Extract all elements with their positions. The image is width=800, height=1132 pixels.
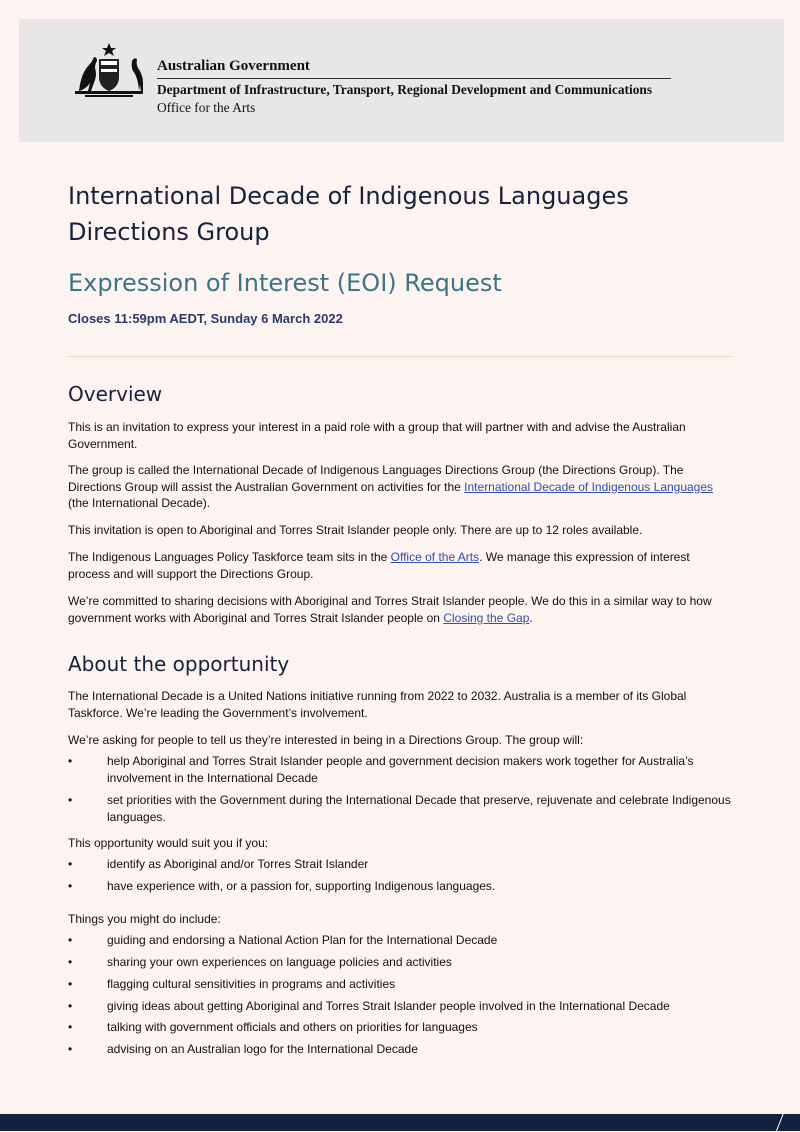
bullet: •: [68, 977, 73, 991]
list-item: [68, 856, 733, 873]
department-name: Department of Infrastructure, Transport, Regional Development and Communications: [157, 82, 653, 97]
overview-p5-tail: .: [529, 610, 533, 625]
closing-the-gap-link[interactable]: Closing the Gap: [443, 610, 530, 625]
bullet: •: [68, 857, 73, 871]
list-item: [68, 1019, 733, 1036]
closing-date: Closes 11:59pm AEDT, Sunday 6 March 2022: [68, 311, 343, 326]
decade-link[interactable]: International Decade of Indigenous Languages: [464, 479, 714, 494]
list-item-text: help Aboriginal and Torres Strait Islander people and government decision makers work together for Australia’s involvement in the International Decade: [107, 754, 694, 785]
bullet: •: [68, 933, 73, 947]
title-line-1: International Decade of Indigenous Languages: [68, 182, 629, 210]
list-item-text: guiding and endorsing a National Action Plan for the International Decade: [107, 933, 498, 947]
suit-intro: This opportunity would suit you if you:: [68, 836, 269, 850]
title-line-2: Directions Group: [68, 218, 270, 246]
list-item-text: set priorities with the Government during the International Decade that preserve, rejuvenate and celebrate Indigenous languages.: [107, 793, 731, 824]
overview-paragraph-1: This is an invitation to express your interest in a paid role with a group that will partner with and advise the Australian Government.: [68, 420, 686, 451]
list-item: [68, 976, 733, 993]
footer-band: [0, 1114, 800, 1131]
bullet: •: [68, 955, 73, 969]
header-banner: [19, 19, 784, 142]
list-item-text: identify as Aboriginal and/or Torres Strait Islander: [107, 857, 369, 871]
opportunity-paragraph-2: We’re asking for people to tell us they’re interested in being in a Directions Group. The group will:: [68, 733, 584, 747]
overview-paragraph-2: [68, 462, 733, 512]
bullet: •: [68, 793, 73, 807]
list-item-text: talking with government officials and others on priorities for languages: [107, 1020, 478, 1034]
overview-heading: Overview: [68, 382, 163, 406]
overview-p2-text: The group is called the International Decade of Indigenous Languages Directions Group (the Directions Group). The Directions Group will assist the Australian Government on activities for the: [68, 463, 684, 494]
list-item: [68, 954, 733, 971]
list-item: [68, 753, 733, 786]
office-of-arts-link[interactable]: Office of the Arts: [390, 550, 480, 564]
office-name: Office for the Arts: [157, 100, 256, 115]
overview-paragraph-5: [68, 593, 733, 626]
footer-slash-decoration: [772, 1112, 786, 1132]
coat-of-arms-icon: [71, 43, 147, 99]
things-intro: Things you might do include:: [68, 912, 221, 926]
list-item-text: advising on an Australian logo for the International Decade: [107, 1042, 418, 1056]
overview-p2-tail: (the International Decade).: [68, 496, 211, 510]
list-item: [68, 878, 733, 895]
header-rule: [157, 78, 671, 79]
opportunity-heading: About the opportunity: [68, 652, 290, 676]
opportunity-paragraph-1: The International Decade is a United Nations initiative running from 2022 to 2032. Australia is a member of its Global Taskforce. We’re leading the Government’s involvement.: [68, 689, 687, 720]
list-item-text: have experience with, or a passion for, supporting Indigenous languages.: [107, 879, 496, 893]
government-name: Australian Government: [157, 58, 310, 74]
bullet: •: [68, 999, 73, 1013]
list-item: [68, 998, 733, 1015]
list-item-text: sharing your own experiences on language policies and activities: [107, 955, 452, 969]
list-item: [68, 792, 733, 825]
bullet: •: [68, 879, 73, 893]
overview-p5-text: We’re committed to sharing decisions with Aboriginal and Torres Strait Islander people. We do this in a similar way to how government works with Aboriginal and Torres Strait Islander people on: [68, 594, 712, 625]
overview-paragraph-3: This invitation is open to Aboriginal and Torres Strait Islander people only. There are up to 12 roles available.: [68, 523, 643, 537]
overview-p4-text: The Indigenous Languages Policy Taskforce team sits in the: [68, 550, 391, 564]
overview-paragraph-4: [68, 549, 733, 582]
bullet: •: [68, 754, 73, 768]
page-title: [68, 178, 629, 250]
list-item-text: flagging cultural sensitivities in programs and activities: [107, 977, 396, 991]
list-item-text: giving ideas about getting Aboriginal and Torres Strait Islander people involved in the International Decade: [107, 999, 670, 1013]
overview-p4-tail: . We manage this expression of interest process and will support the Directions Group.: [68, 550, 690, 581]
page-subtitle: Expression of Interest (EOI) Request: [68, 269, 502, 297]
section-divider: [68, 356, 733, 357]
list-item: [68, 932, 733, 949]
bullet: •: [68, 1020, 73, 1034]
list-item: [68, 1041, 733, 1058]
bullet: •: [68, 1042, 73, 1056]
